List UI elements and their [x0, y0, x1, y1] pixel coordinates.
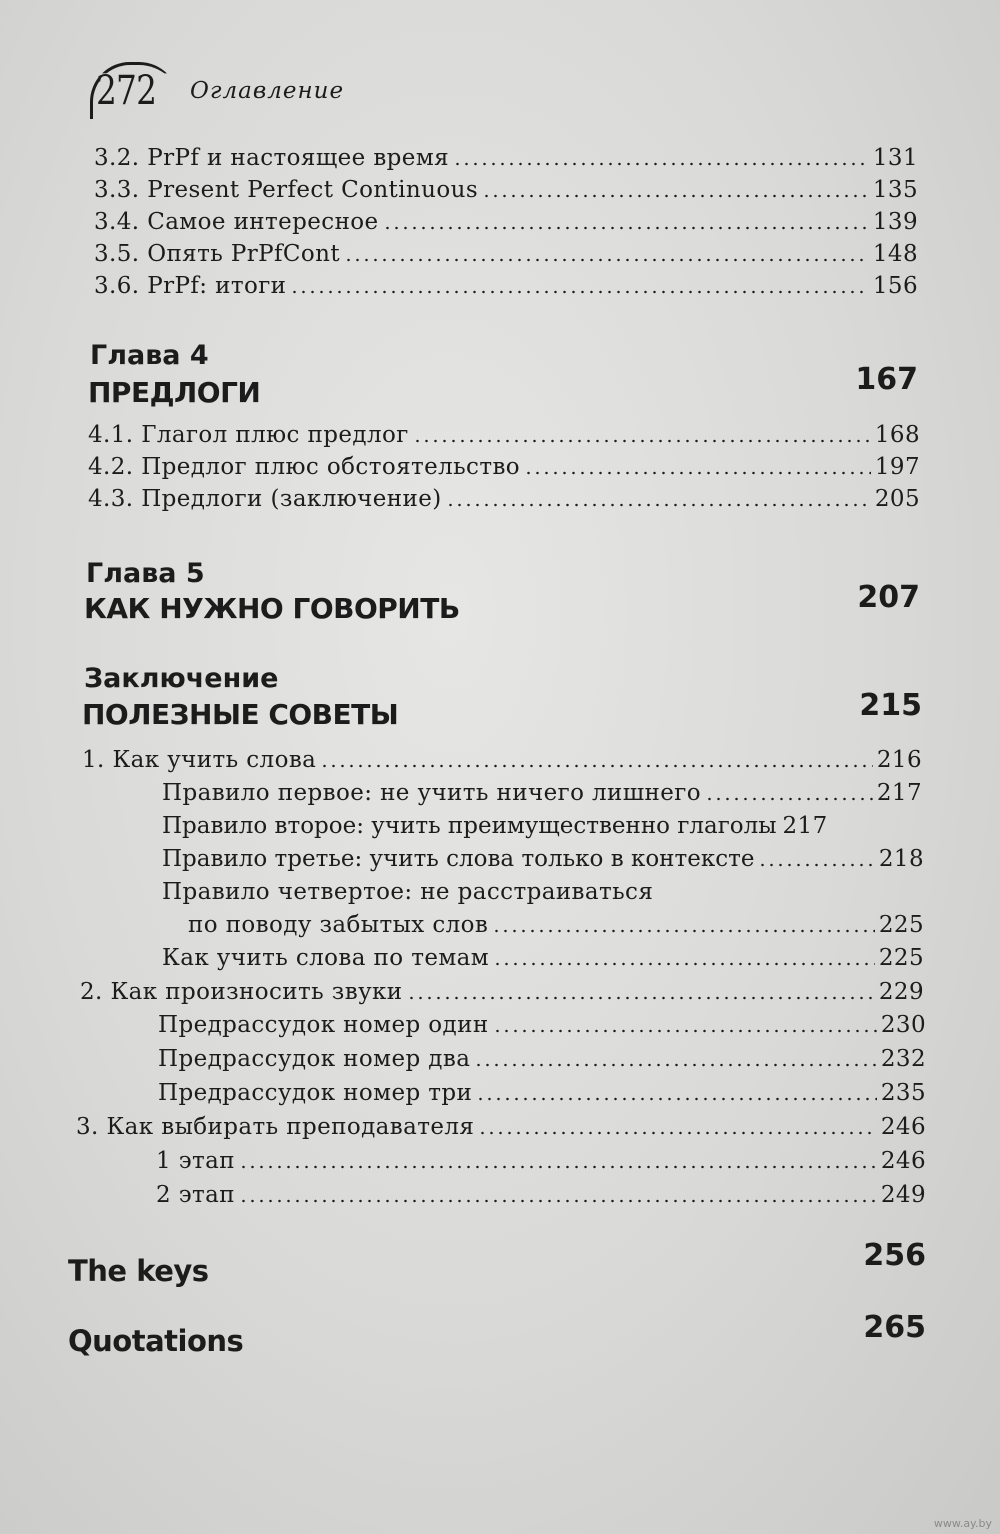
toc-subentry[interactable] [188, 909, 924, 941]
toc-entry[interactable] [88, 451, 920, 483]
toc-entry-title: 4.3. Предлоги (заключение) [88, 486, 442, 512]
toc-entry[interactable] [94, 238, 918, 270]
toc-entry-title: 3. Как выбирать преподавателя [76, 1114, 475, 1140]
toc-entry-page: 148 [872, 241, 918, 267]
running-head: Оглавление [190, 78, 345, 104]
chapter-page: 167 [855, 362, 918, 397]
dot-leader [705, 796, 873, 802]
toc-entry[interactable] [80, 976, 924, 1008]
toc-entry-title: 3.2. PrPf и настоящее время [94, 145, 450, 171]
section-title-keys[interactable]: The keys [68, 1254, 209, 1288]
toc-entry-page: 197 [874, 454, 920, 480]
toc-subentry[interactable] [162, 942, 924, 974]
toc-entry-title: Предрассудок номер два [158, 1046, 471, 1072]
toc-subentry[interactable] [162, 843, 924, 875]
dot-leader [493, 961, 875, 967]
toc-entry-title: Предрассудок номер один [158, 1012, 489, 1038]
toc-subentry[interactable] [156, 1145, 926, 1177]
toc-entry-title: 1. Как учить слова [82, 747, 317, 773]
dot-leader [413, 438, 871, 444]
toc-entry[interactable] [94, 206, 918, 238]
toc-entry-page: 232 [880, 1046, 926, 1072]
toc-entry-title: Предрассудок номер три [158, 1080, 473, 1106]
toc-entry-page: 217 [782, 813, 828, 839]
dot-leader [446, 502, 871, 508]
toc-entry-page: 246 [880, 1148, 926, 1174]
dot-leader [290, 289, 868, 295]
section-page-keys: 256 [863, 1238, 926, 1273]
chapter-title[interactable]: КАК НУЖНО ГОВОРИТЬ [84, 592, 460, 625]
section-title-quotations[interactable]: Quotations [68, 1324, 244, 1358]
toc-entry-title: 4.1. Глагол плюс предлог [88, 422, 409, 448]
toc-subentry[interactable] [158, 1077, 926, 1109]
watermark: www.ay.by [933, 1517, 992, 1530]
toc-subentry[interactable] [162, 777, 922, 809]
toc-entry-page: 225 [878, 912, 924, 938]
toc-entry-title: по поводу забытых слов [188, 912, 489, 938]
toc-entry[interactable] [82, 744, 922, 776]
dot-leader [453, 161, 869, 167]
toc-subentry[interactable] [162, 810, 922, 842]
toc-entry-page: 249 [880, 1182, 926, 1208]
toc-entry-page: 216 [876, 747, 922, 773]
dot-leader [482, 193, 869, 199]
toc-entry-page: 225 [878, 945, 924, 971]
dot-leader [344, 257, 869, 263]
toc-entry-title: 3.5. Опять PrPfCont [94, 241, 341, 267]
toc-entry[interactable] [94, 270, 918, 302]
toc-entry-title: Как учить слова по темам [162, 945, 490, 971]
toc-entry-title: Правило четвертое: не расстраиваться [162, 879, 654, 905]
toc-subentry[interactable] [158, 1009, 926, 1041]
toc-entry-title: Правило первое: не учить ничего лишнего [162, 780, 701, 806]
dot-leader [478, 1130, 877, 1136]
chapter-label: Глава 4 [90, 340, 209, 371]
dot-leader [320, 763, 873, 769]
toc-entry-page: 131 [872, 145, 918, 171]
chapter-title[interactable]: ПОЛЕЗНЫЕ СОВЕТЫ [82, 698, 399, 731]
toc-entry-page: 168 [874, 422, 920, 448]
dot-leader [474, 1062, 877, 1068]
toc-entry[interactable] [94, 174, 918, 206]
toc-entry-page: 135 [872, 177, 918, 203]
toc-entry-title: Правило третье: учить слова только в контексте [162, 846, 755, 872]
dot-leader [524, 470, 871, 476]
page-number: 272 [96, 68, 157, 114]
section-page-quotations: 265 [863, 1310, 926, 1345]
dot-leader [758, 862, 874, 868]
toc-entry-page: 218 [878, 846, 924, 872]
chapter-label: Глава 5 [86, 558, 205, 589]
toc-entry[interactable] [76, 1111, 926, 1143]
toc-subentry[interactable] [156, 1179, 926, 1211]
chapter-page: 207 [857, 580, 920, 615]
toc-entry-page: 229 [878, 979, 924, 1005]
toc-entry-page: 205 [874, 486, 920, 512]
toc-entry-page: 246 [880, 1114, 926, 1140]
toc-entry-page: 230 [880, 1012, 926, 1038]
toc-subentry[interactable] [158, 1043, 926, 1075]
toc-entry-title: Правило второе: учить преимущественно глаголы [162, 813, 777, 839]
toc-entry-page: 139 [872, 209, 918, 235]
dot-leader [383, 225, 869, 231]
toc-entry-page: 156 [872, 273, 918, 299]
dot-leader [493, 1028, 877, 1034]
chapter-page: 215 [859, 688, 922, 723]
dot-leader [476, 1096, 877, 1102]
toc-entry-page: 217 [876, 780, 922, 806]
dot-leader [239, 1198, 877, 1204]
toc-entry-title: 2. Как произносить звуки [80, 979, 403, 1005]
toc-entry-title: 3.3. Present Perfect Continuous [94, 177, 479, 203]
toc-entry-title: 4.2. Предлог плюс обстоятельство [88, 454, 521, 480]
dot-leader [239, 1164, 877, 1170]
dot-leader [492, 928, 875, 934]
toc-entry[interactable] [88, 419, 920, 451]
toc-entry-title: 3.6. PrPf: итоги [94, 273, 287, 299]
toc-entry-title: 2 этап [156, 1182, 235, 1208]
toc-entry-page: 235 [880, 1080, 926, 1106]
toc-subentry[interactable] [162, 876, 924, 908]
dot-leader [407, 995, 875, 1001]
toc-entry-title: 1 этап [156, 1148, 235, 1174]
toc-entry[interactable] [88, 483, 920, 515]
toc-entry-title: 3.4. Самое интересное [94, 209, 379, 235]
chapter-label: Заключение [84, 663, 279, 694]
toc-entry[interactable] [94, 142, 918, 174]
chapter-title[interactable]: ПРЕДЛОГИ [88, 376, 261, 409]
